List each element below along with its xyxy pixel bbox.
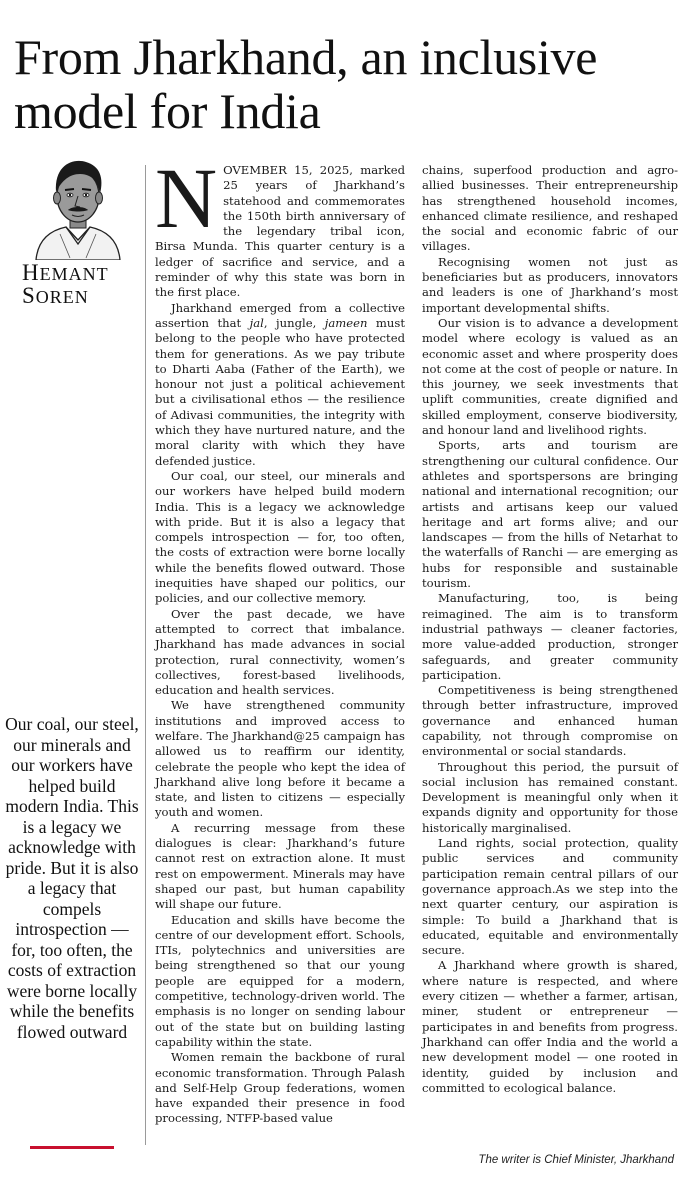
article-paragraph xyxy=(155,150,405,301)
pull-quote: Our coal, our steel, our minerals and our workers have helped build modern India. This is a legacy we acknowledge with pride. But it is also a legacy that compels introspection — for, too often, the costs of extraction were borne locally while the benefits flowed outward xyxy=(5,714,139,1042)
writer-credit: The writer is Chief Minister, Jharkhand xyxy=(478,1154,674,1166)
text-run: Jharkhand emerged from a collective assertion that xyxy=(155,300,405,330)
column-divider xyxy=(145,165,146,1145)
article-paragraph: chains, superfood production and agro-allied businesses. Their entrepreneurship has strengthened household incomes, enhanced climate resilience, and reshaped the social and economic fabric of our villages. xyxy=(422,163,678,254)
article-column-1 xyxy=(155,150,405,1127)
author-last-name xyxy=(22,285,142,308)
article-paragraph: Manufacturing, too, is being reimagined. The aim is to transform industrial pathways — cleaner factories, more value-added production, stronger safeguards, and greater community participation. xyxy=(422,591,678,682)
byline-first-rest: EMANT xyxy=(39,264,109,284)
article-paragraph: A recurring message from these dialogues is clear: Jharkhand’s future cannot rest on extraction alone. It must rest on empowerment. Minerals may have shaped our past, but human capability will shape our future. xyxy=(155,820,405,912)
article-paragraph: Our coal, our steel, our minerals and our workers have helped build modern India. This is a legacy we acknowledge with pride. But it is also a legacy that compels introspection — for, too often, the costs of extraction were borne locally while the benefits flowed outward. Those inequities have shaped our politics, our policies, and our collective memory. xyxy=(155,468,405,606)
byline-last-rest: OREN xyxy=(35,287,89,307)
byline-last-initial: S xyxy=(22,283,36,308)
article-paragraph: Over the past decade, we have attempted to correct that imbalance. Jharkhand has made advances in social protection, rural connectivity, women’s collectives, forest-based livelihoods, education and health services. xyxy=(155,606,405,698)
text-run: must belong to the people who have protected them for generations. As we pay tribute to Dharti Aaba (Father of the Earth), we honour not just a political achievement but a civilisational ethos — the resilience of Adivasi communities, the integrity with which they have nurtured nature, and the moral clarity with which they have defended justice. xyxy=(155,315,405,468)
author-first-name xyxy=(22,262,142,285)
article-paragraph: Competitiveness is being strengthened through better infrastructure, improved governance and enhanced human capability, not through compromise on environmental or social standards. xyxy=(422,683,678,759)
headline: From Jharkhand, an inclusive model for India xyxy=(14,29,598,139)
italic-term: jameen xyxy=(324,315,368,330)
article-paragraph: Education and skills have become the centre of our development effort. Schools, ITIs, polytechnics and universities are being strengthened so that our young people are equipped for a modern, competitive, technology-driven world. The emphasis is no longer on sending labour out of the state but on building lasting capability within the state. xyxy=(155,912,405,1049)
article-paragraph: Land rights, social protection, quality public services and community participation remain central pillars of our governance approach.As we step into the next quarter century, our aspiration is simple: To build a Jharkhand that is educated, equitable and environmentally secure. xyxy=(422,836,678,958)
article-paragraph: Throughout this period, the pursuit of social inclusion has remained constant. Development is meaningful only when it expands dignity and opportunity for those historically marginalised. xyxy=(422,759,678,835)
article-paragraph: Recognising women not just as beneficiaries but as producers, innovators and leaders is one of Jharkhand’s most important developmental shifts. xyxy=(422,254,678,315)
article-paragraph: A Jharkhand where growth is shared, where nature is respected, and where every citizen — whether a farmer, artisan, miner, student or entrepreneur — participates in and benefits from progress. Jharkhand can offer India and the world a new development model — one rooted in identity, guided by inclusion and committed to ecological balance. xyxy=(422,958,678,1095)
article-paragraph: Sports, arts and tourism are strengthening our cultural confidence. Our athletes and sportspersons are bringing national and international recognition; our artists and artisans keep our valued heritage and art forms alive; and our landscapes — from the hills of Netarhat to the waterfalls of Ranchi — are emerging as hubs for responsible and sustainable tourism. xyxy=(422,438,678,591)
author-portrait-illustration xyxy=(30,150,126,260)
author-byline xyxy=(22,262,142,308)
article-paragraph xyxy=(155,301,405,469)
byline-first-initial: H xyxy=(22,260,40,285)
pull-quote-accent-rule xyxy=(30,1146,114,1149)
text-run: , jungle, xyxy=(263,315,325,330)
drop-cap: N xyxy=(155,150,218,246)
article-paragraph: Our vision is to advance a development model where ecology is valued as an economic asset and where prosperity does not come at the cost of people or nature. In this journey, we seek investments that uplift communities, create dignified and skilled employment, conserve biodiversity, and honour land and livelihood rights. xyxy=(422,315,678,438)
lead-text: OVEMBER 15, 2025, marked 25 years of Jharkhand’s statehood and commemorates the 150th birth anniversary of the legendary tribal icon, Birsa Munda. This quarter century is a ledger of sacrifice and service, and a reminder of why this state was born in the first place. xyxy=(155,163,405,300)
italic-term: jal xyxy=(249,315,264,330)
article-paragraph: Women remain the backbone of rural economic transformation. Through Palash and Self-Help Group federations, women have expanded their presence in food processing, NTFP-based value xyxy=(155,1050,405,1126)
article-column-2 xyxy=(422,163,678,1096)
article-paragraph: We have strengthened community institutions and improved access to welfare. The Jharkhand@25 campaign has allowed us to reaffirm our identity, celebrate the people who kept the idea of Jharkhand alive long before it became a state, and listen to citizens — especially youth and women. xyxy=(155,698,405,820)
